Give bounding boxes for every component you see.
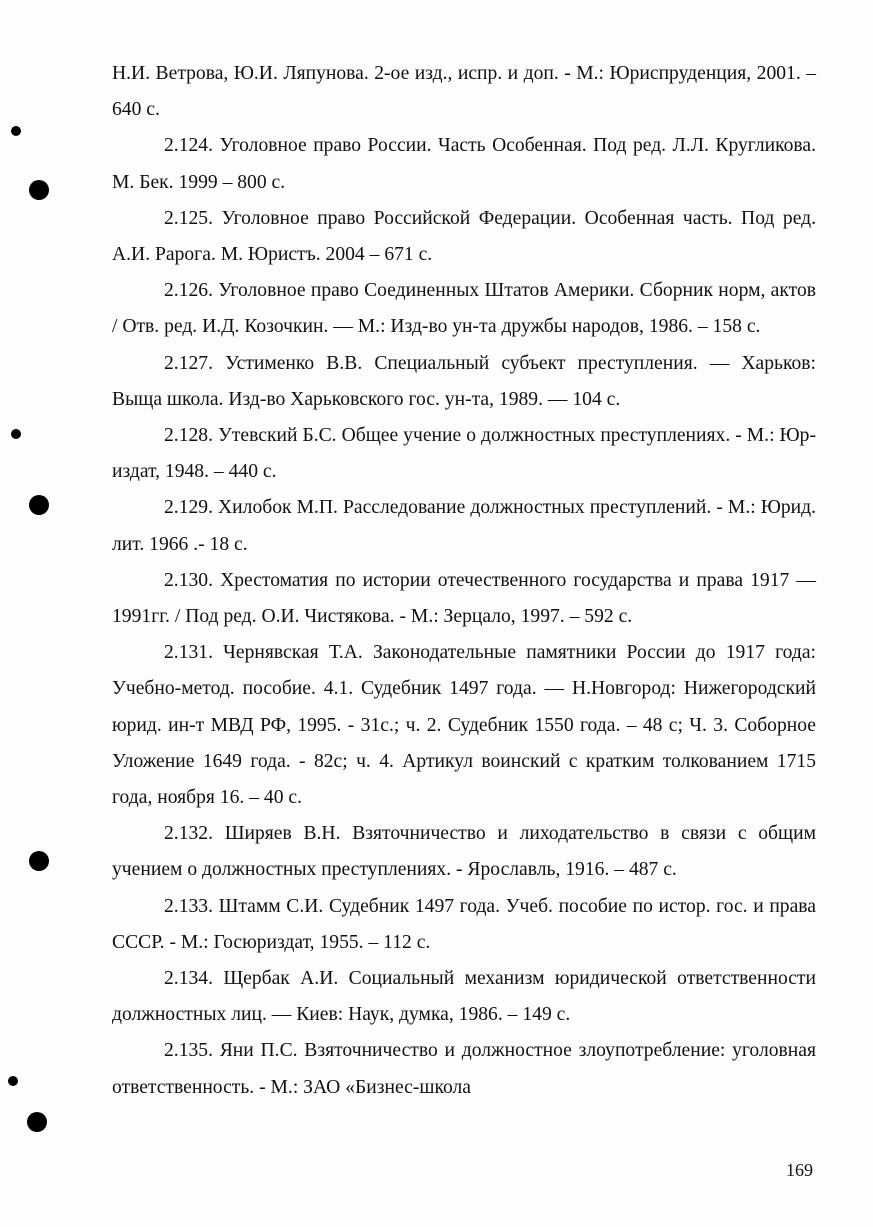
punch-hole [29,851,49,871]
punch-hole [29,180,49,200]
bibliography-entry: 2.126. Уголовное право Соединенных Штатов Америки. Сборник норм, актов / Отв. ред. И.Д. Козочкин. — М.: Изд-во ун-та дружбы народов, 1986. – 158 с. [112,280,816,338]
bibliography-entry: 2.133. Штамм С.И. Судебник 1497 года. Учеб. пособие по истор. гос. и права СССР. - М.: Госюриздат, 1955. – 112 с. [112,895,816,953]
bibliography-entry: 2.124. Уголовное право России. Часть Особенная. Под ред. Л.Л. Кругликова. М. Бек. 1999 – 800 с. [112,135,816,193]
bibliography-entry: 2.132. Ширяев В.Н. Взяточничество и лиходательство в связи с общим учением о должностных преступлениях. - Ярославль, 1916. – 487 с. [112,823,816,881]
bibliography-entry: 2.135. Яни П.С. Взяточничество и должностное злоупотребление: уголовная ответственность. - М.: ЗАО «Бизнес-школа [112,1040,816,1098]
bibliography-entry: 2.129. Хилобок М.П. Расследование должностных преступлений. - М.: Юрид. лит. 1966 .- 18 с. [112,497,816,555]
punch-hole [27,1112,47,1132]
bibliography-list [112,56,816,1106]
bibliography-entry: 2.130. Хрестоматия по истории отечественного государства и права 1917 — 1991гг. / Под ред. О.И. Чистякова. - М.: Зерцало, 1997. – 592 с. [112,569,816,628]
bibliography-entry: 2.128. Утевский Б.С. Общее учение о должностных преступлениях. - М.: Юр-издат, 1948. – 440 с. [112,425,816,483]
bibliography-entry: 2.131. Чернявская Т.А. Законодательные памятники России до 1917 года: Учебно-метод. пособие. 4.1. Судебник 1497 года. — Н.Новгород: Нижегородский юрид. ин-т МВД РФ, 1995. - 31с.; ч. 2. Судебник 1550 года. – 48 с; Ч. 3. Соборное Уложение 1649 года. - 82с; ч. 4. Артикул воинский с кратким толкованием 1715 года, ноября 16. – 40 с. [112,642,816,809]
bibliography-entry: 2.134. Щербак А.И. Социальный механизм юридической ответственности должностных лиц. — Киев: Наук, думка, 1986. – 149 с. [112,968,816,1026]
page-number: 169 [786,1160,813,1180]
punch-hole-mark [11,126,21,136]
punch-hole-mark [8,1076,18,1086]
punch-hole-mark [11,429,21,439]
punch-hole [29,495,49,515]
bibliography-entry: Н.И. Ветрова, Ю.И. Ляпунова. 2-ое изд., испр. и доп. - М.: Юриспруденция, 2001. – 640 с. [112,63,816,121]
bibliography-entry: 2.127. Устименко В.В. Специальный субъект преступления. — Харьков: Выща школа. Изд-во Харьковского гос. ун-та, 1989. — 104 с. [112,352,816,410]
bibliography-entry: 2.125. Уголовное право Российской Федерации. Особенная часть. Под ред. А.И. Рарога. М. Юристъ. 2004 – 671 с. [112,207,816,266]
